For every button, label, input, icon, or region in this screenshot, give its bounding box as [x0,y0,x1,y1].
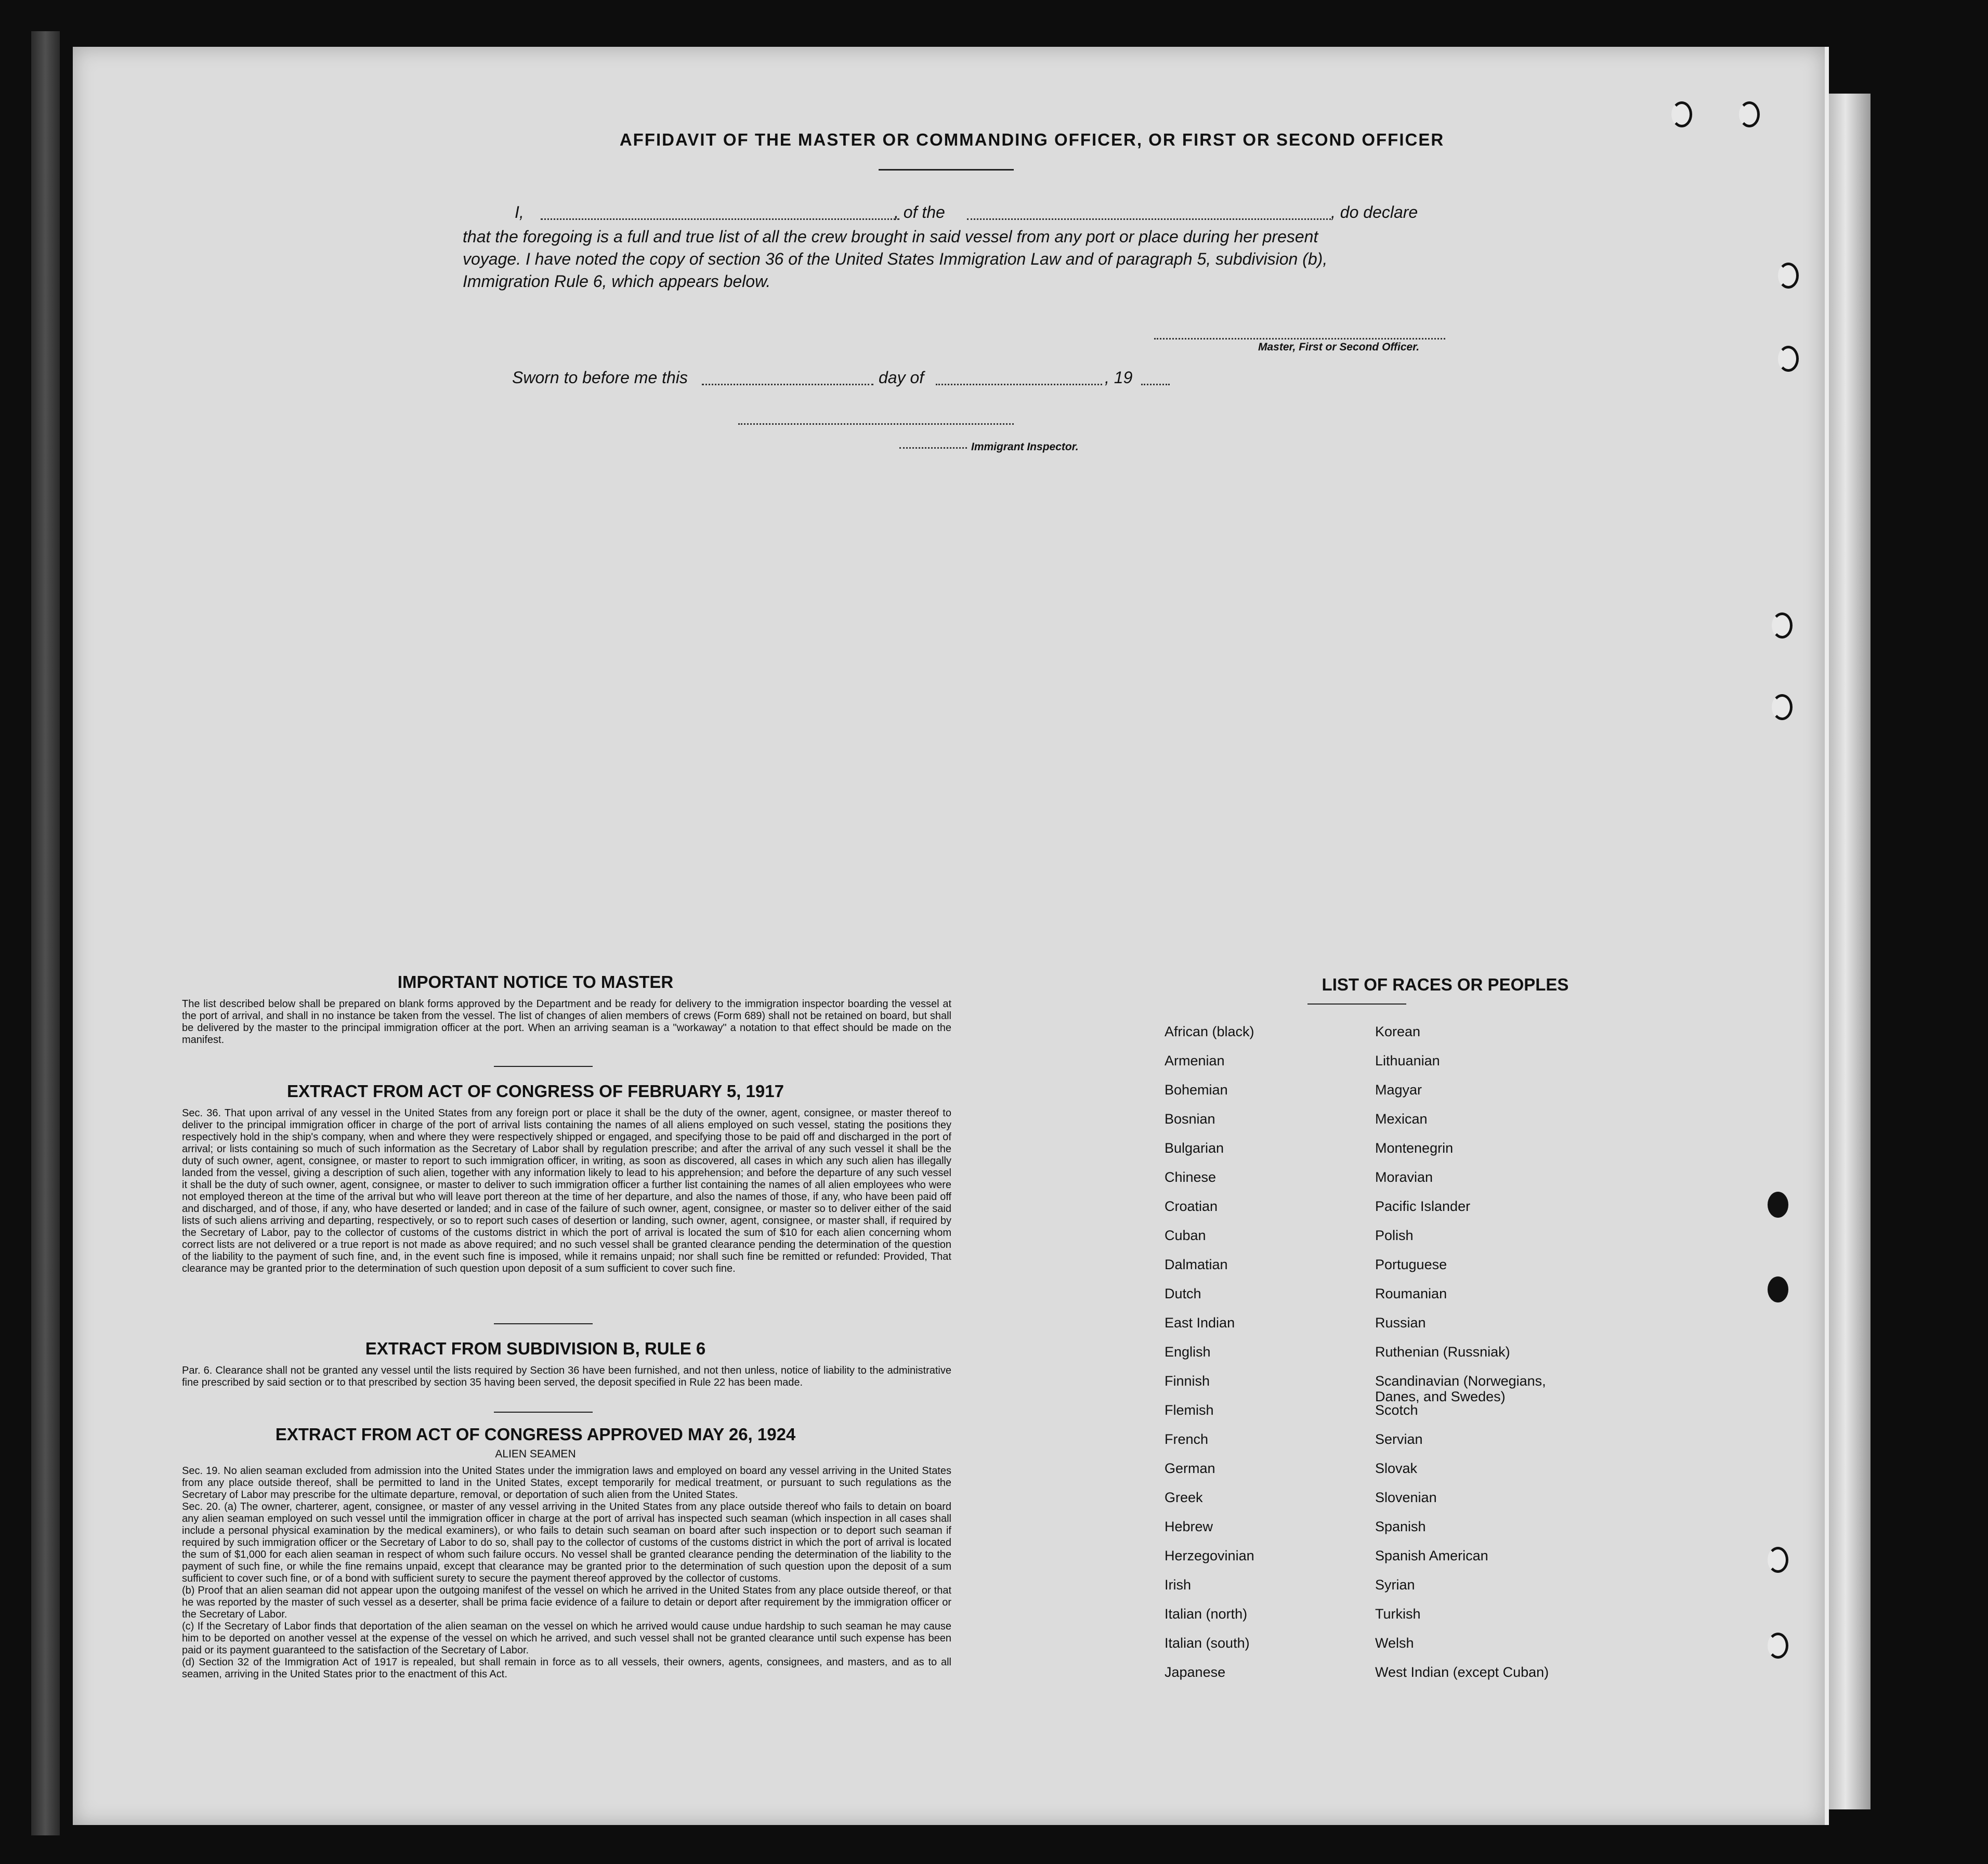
extract-1917-title: EXTRACT FROM ACT OF CONGRESS OF FEBRUARY 5, 1917 [287,1081,784,1101]
extract-1924-sec19: Sec. 19. No alien seaman excluded from admission into the United States under the immigration laws and employed on board any vessel arriving in the United States from any place outside thereof, shall be permitted to land in the United States, except temporarily for medical treatment, or pursuant to such regulations as the Secretary of Labor may prescribe for the ultimate departure, removal, or deportation of such alien from the United States. [182,1465,951,1501]
extract-1924-title: EXTRACT FROM ACT OF CONGRESS APPROVED MAY 26, 1924 [275,1425,796,1444]
affidavit-title: AFFIDAVIT OF THE MASTER OR COMMANDING OFFICER, OR FIRST OR SECOND OFFICER [619,130,1445,149]
race-item: Cuban [1165,1228,1206,1243]
extract-rule6-rule [494,1412,593,1413]
race-item: Irish [1165,1577,1192,1593]
race-item: Japanese [1165,1664,1226,1680]
race-item: Slovenian [1375,1490,1437,1505]
binder-edge [31,31,60,1835]
affidavit-of-the: , of the [894,203,945,221]
extract-1917-rule [494,1323,593,1324]
race-item: Dalmatian [1165,1257,1228,1272]
race-item: Bulgarian [1165,1140,1224,1156]
race-item: West Indian (except Cuban) [1375,1664,1549,1680]
vessel-field[interactable] [967,218,1331,220]
inspector-signature-field[interactable] [738,423,1014,425]
binder-hole [1772,612,1793,638]
affidavit-line-4: Immigration Rule 6, which appears below. [463,272,771,291]
affidavit-line-3: voyage. I have noted the copy of section 36 of the United States Immigration Law and of paragraph 5, subdivision (b), [463,250,1328,268]
race-item: Hebrew [1165,1519,1213,1534]
binder-hole [1768,1547,1788,1573]
race-item: Scotch [1375,1402,1418,1418]
race-item: Servian [1375,1431,1423,1447]
page-edge-strip [1829,94,1871,1809]
race-item: Korean [1375,1024,1421,1039]
race-item: Herzegovinian [1165,1548,1254,1563]
race-item: Portuguese [1375,1257,1447,1272]
inspector-label: Immigrant Inspector. [971,441,1079,453]
race-item: Spanish [1375,1519,1426,1534]
title-rule [879,169,1014,171]
binder-hole [1671,101,1692,127]
race-item: Moravian [1375,1169,1433,1185]
extract-1924-sec20b: (b) Proof that an alien seaman did not appear upon the outgoing manifest of the vessel on which he arrived in the United States from any place outside thereof, or that he was reported by the master of such vessel as a deserter, shall be prima facie evidence of a failure to detain or deport after requirement by the immigration officer or the Secretary of Labor. [182,1585,951,1620]
races-rule [1307,1003,1406,1005]
extract-1924-body [182,1465,951,1680]
race-item: Finnish [1165,1373,1210,1389]
race-item: Armenian [1165,1053,1225,1068]
race-item: French [1165,1431,1209,1447]
race-item: Russian [1375,1315,1426,1331]
race-item: Ruthenian (Russniak) [1375,1344,1510,1360]
inspector-name-field[interactable] [899,447,967,449]
sworn-day-of: day of [879,368,924,387]
races-title: LIST OF RACES OR PEOPLES [1322,975,1569,994]
notice-text: The list described below shall be prepared on blank forms approved by the Department and be ready for delivery to the immigration inspector boarding the vessel at the port of arrival, and shall in no instance be taken from the vessel. The list of changes of alien members of crews (Form 689) shall not be retained on board, but shall be delivered by the master to the principal immigration officer at the port. When an arriving seaman is a "workaway" a notation to that effect should be made on the manifest. [182,998,951,1046]
extract-rule6-text: Par. 6. Clearance shall not be granted any vessel until the lists required by Section 36 have been furnished, and not then unless, notice of liability to the administrative fine prescribed by said section or to that prescribed by section 35 having been served, the deposit specified in Rule 22 has been made. [182,1365,951,1388]
binder-hole [1772,694,1793,720]
race-item: Italian (north) [1165,1606,1248,1622]
race-item: Dutch [1165,1286,1201,1301]
extract-rule6-title: EXTRACT FROM SUBDIVISION B, RULE 6 [365,1339,706,1358]
sworn-year-field[interactable] [1141,384,1170,385]
race-item: Lithuanian [1375,1053,1440,1068]
officer-signature-label: Master, First or Second Officer. [1258,341,1420,353]
binder-hole [1768,1276,1788,1302]
race-item: Scandinavian (Norwegians, Danes, and Swedes) [1375,1373,1546,1404]
race-item: Greek [1165,1490,1203,1505]
officer-signature-field[interactable] [1154,338,1445,340]
sworn-day-field[interactable] [702,384,873,385]
race-item: Syrian [1375,1577,1415,1593]
extract-1924-sec20a: Sec. 20. (a) The owner, charterer, agent, consignee, or master of any vessel arriving in the United States from any place outside thereof who fails to detain on board any alien seaman employed on such vessel until the immigration officer in charge at the port of arrival has inspected such seaman (which inspection in all cases shall include a personal physical examination by the medical examiners), or who fails to detain such seaman on board after such inspection or to deport such seaman if required by such immigration officer or the Secretary of Labor to do so, shall pay to the collector of customs of the customs district in which the port of arrival is located the sum of $1,000 for each alien seaman in respect of whom such failure occurs. No vessel shall be granted clearance pending the determination of the liability to the payment of such fine, or while the fine remains unpaid, except that clearance may be granted prior to the determination of such question upon the deposit of a sum sufficient to cover such fine, or of a bond with sufficient surety to secure the payment thereof approved by the collector of customs. [182,1501,951,1584]
race-item: Croatian [1165,1198,1218,1214]
race-item: Turkish [1375,1606,1421,1622]
race-item: Roumanian [1375,1286,1447,1301]
race-item: Slovak [1375,1461,1418,1476]
sworn-label: Sworn to before me this [512,368,688,387]
binder-hole [1768,1633,1788,1659]
extract-1917-text: Sec. 36. That upon arrival of any vessel in the United States from any foreign port or place it shall be the duty of the owner, agent, consignee, or master thereof to deliver to the principal immigration officer in charge of the port of arrival lists containing the names of all aliens employed on such vessel, stating the positions they respectively hold in the ship's company, when and where they were respectively shipped or engaged, and specifying those to be paid off and discharged in the port of arrival; or lists containing so much of such information as the Secretary of Labor shall by regulation prescribe; and after the arrival of any such vessel it shall be the duty of such owner, agent, consignee, or master to report to such immigration officer, in writing, as soon as discovered, all cases in which any such alien has illegally landed from the vessel, giving a description of such alien, together with any information likely to lead to his apprehension; and before the departure of any such vessel it shall be the duty of such owner, agent, consignee, or master to deliver to such immigration officer a further list containing the names of all alien employees who were not employed thereon at the time of the arrival but who will leave port thereon at the time of her departure, and also the names of those, if any, who have been paid off and discharged, and of those, if any, who have deserted or landed; and in case of the failure of such owner, agent, consignee, or master so to deliver either of the said lists of such aliens arriving and departing, respectively, or so to report such cases of desertion or landing, such owner, agent, consignee, or master shall, if required by the Secretary of Labor, pay to the collector of customs of the customs district in which the port of arrival is located the sum of $10 for each alien concerning whom correct lists are not delivered or a true report is not made as above required; and no such vessel shall be granted clearance pending the determination of the question of the liability to the payment of such fine, and, in the event such fine is imposed, while it remains unpaid; nor shall such fine be remitted or refunded: Provided, That clearance may be granted prior to the determination of such question upon deposit of a sum sufficient to cover such fine. [182,1107,951,1274]
sworn-year-label: , 19 [1105,368,1133,387]
notice-title: IMPORTANT NOTICE TO MASTER [397,972,674,992]
race-item: Spanish American [1375,1548,1488,1563]
race-item: Pacific Islander [1375,1198,1471,1214]
affidavit-line-2: that the foregoing is a full and true list of all the crew brought in said vessel from any port or place during her present [463,227,1318,246]
race-item: Polish [1375,1228,1414,1243]
race-item: Mexican [1375,1111,1428,1127]
race-item: African (black) [1165,1024,1254,1039]
extract-1924-subtitle: ALIEN SEAMEN [495,1448,576,1460]
extract-1924-sec20d: (d) Section 32 of the Immigration Act of 1917 is repealed, but shall remain in force as to all vessels, their owners, agents, consignees, and masters, and as to all seamen, arriving in the United States prior to the enactment of this Act. [182,1657,951,1680]
binder-hole [1778,346,1799,372]
binder-hole [1739,101,1760,127]
race-item: Bohemian [1165,1082,1228,1098]
race-item: Montenegrin [1375,1140,1454,1156]
race-item: Bosnian [1165,1111,1215,1127]
form-page [73,47,1829,1825]
race-item: German [1165,1461,1215,1476]
race-item: Chinese [1165,1169,1217,1185]
binder-hole [1768,1192,1788,1218]
race-item: Flemish [1165,1402,1214,1418]
sworn-month-field[interactable] [936,384,1102,385]
affidavit-declare: , do declare [1331,203,1418,221]
binder-hole [1778,263,1799,289]
extract-1924-sec20c: (c) If the Secretary of Labor finds that deportation of the alien seaman on the vessel on which he arrived would cause undue hardship to such seaman he may cause him to be deported on another vessel at the expense of the vessel on which he arrived, and such vessel shall not be granted clearance until such expense has been paid or its payment guaranteed to the satisfaction of the Secretary of Labor. [182,1621,951,1656]
name-field[interactable] [541,218,899,220]
race-item: Magyar [1375,1082,1422,1098]
race-item: English [1165,1344,1211,1360]
notice-rule [494,1066,593,1067]
race-item: Welsh [1375,1635,1414,1651]
race-item: Italian (south) [1165,1635,1250,1651]
race-item: East Indian [1165,1315,1235,1331]
affidavit-i: I, [515,203,524,221]
